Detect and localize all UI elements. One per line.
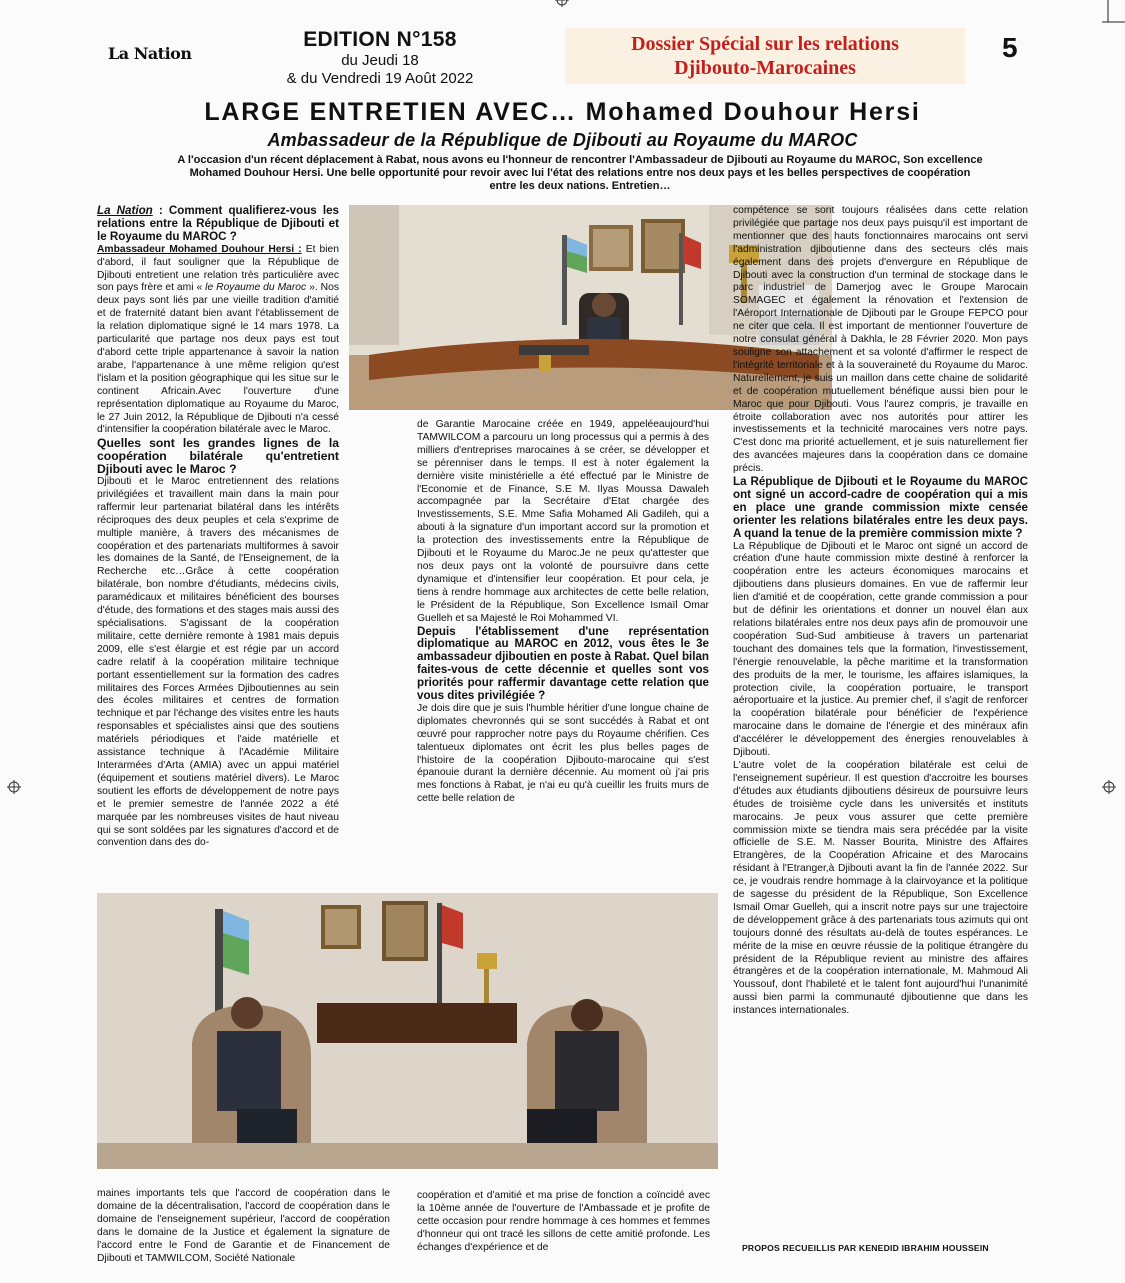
interviewer-label: La Nation xyxy=(97,204,153,217)
page-number: 5 xyxy=(1002,32,1018,63)
edition-block xyxy=(250,28,510,88)
question-1: : Comment qualifierez-vous les relations entre la République de Djibouti et le Royaume du MAROC ? xyxy=(97,204,339,243)
registration-mark-icon xyxy=(1102,780,1116,794)
column-3 xyxy=(733,205,1028,1018)
answer-1-part2: ». Nos deux pays sont liés par une vieille tradition d'amitié et de fraternité datant bien avant l'établissement de la relation diplomatique signé le 14 mars 1978. La particularité que partage nos deux pays est tout d'abord cette triple appartenance à savoir la nation arabe, l'appartenance à une même religion qu'est l'islam et la position géographique qui les situe sur le continent Africain.Avec l'ouverture d'une représentation diplomatique au Royaume du Maroc, le 27 Juin 2012, la République de Djibouti n'a cessé d'intensifier la coopération bilatérale avec le Maroc. xyxy=(97,282,339,436)
article-intro: A l'occasion d'un récent déplacement à Rabat, nous avons eu l'honneur de rencontrer l'Ambassadeur de Djibouti au Royaume du MAROC, Son excellence Mohamed Douhour Hersi. Une belle opportunité pour revoir avec lui l'état des relations entre nos deux pays et les belles perspectives de coopération entre les deux nations. Entretien… xyxy=(177,154,983,192)
article-subtitle: Ambassadeur de la République de Djibouti au Royaume du MAROC xyxy=(267,130,858,150)
column-2 xyxy=(417,419,709,806)
dossier-banner xyxy=(565,28,965,84)
question-2: Quelles sont les grandes lignes de la coopération bilatérale qu'entretient Djibouti avec le Maroc ? xyxy=(97,436,339,477)
answer-3: Je dois dire que je suis l'humble héritier d'une longue chaine de diplomates chevronnés qui se sont succédés à Rabat et ont œuvré pour rapprocher notre pays du Royaume chérifien. Ces talentueux diplomates ont écrit les plus belles pages de l'histoire de la coopération Djibouto-marocaine qui s'est épanouie durant la dernière décennie. Au moment où j'ai pris mes fonctions à Rabat, je n'ai eu qu'à cueillir les fruits murs de cette belle relation de xyxy=(417,702,709,805)
registration-mark-icon xyxy=(555,0,569,7)
newspaper-logo: La Nation xyxy=(108,44,192,63)
question-3: Depuis l'établissement d'une représentation diplomatique au MAROC en 2012, vous êtes le 3e ambassadeur djiboutien en poste à Rabat. Quel bilan faites-vous de cette décennie et quelles sont vos priorités pour raffermir davantage cette relation que vous dites privilégiée ? xyxy=(417,624,709,703)
author-attribution: PROPOS RECUEILLIS PAR KENEDID IBRAHIM HOUSSEIN xyxy=(742,1243,989,1253)
question-4: La République de Djibouti et le Royaume du MAROC ont signé un accord-cadre de coopération qui a mis en place une grande commission mixte censée orienter les relations bilatérales entre les deux pays. A quand la tenue de la première commission mixte ? xyxy=(733,475,1028,540)
meeting-illustration xyxy=(97,893,718,1169)
answer-1-italic: le Royaume du Maroc xyxy=(205,282,307,294)
dossier-line2: Djibouto-Marocaines xyxy=(674,57,856,79)
column-2-paragraph-1: de Garantie Marocaine créée en 1949, appeléeaujourd'hui TAMWILCOM a parcouru un long processus qui a permis à des milliers d'entreprises marocaines à se créer, se développer et se pérenniser dans le temps. Il est à noter également la dernière visite ministérielle a été effectué par le Ministre de l'Economie et de Finance, S.E M. Ilyas Moussa Dawaleh accompagnée par la Secrétaire d'Etat chargée des Investissements, S.E. Mme Safia Mohamed Ali Gadileh, qui a abouti à la signature d'un important accord sur la promotion et la protection des investissements entre la République de Djibouti et le Royaume du Maroc.Je ne peux qu'attester que nos deux pays ont la volonté de poursuivre dans cette dynamique et d'intensifier leur coopération. Et pour cela, je tiens à rendre hommage aux architectes de cette belle relation, le Président de la République, Son Excellence Ismaïl Omar Guelleh et sa Majesté le Roi Mohammed VI. xyxy=(417,419,709,624)
column-1-bottom: maines importants tels que l'accord de coopération dans le domaine de la décentralisation, l'accord de coopération dans le domaine de l'enseignement supérieur, l'accord de coopération dans le domaine de la Justice et également la signature de l'accord entre le Fond de Garantie et de Financement de Djibouti et TAMWILCOM, Société Nationale xyxy=(97,1188,390,1264)
edition-number: EDITION N°158 xyxy=(303,28,457,51)
column-3-paragraph-3: L'autre volet de la coopération bilatérale est celui de l'enseignement supérieur. Il est question d'accroitre les bourses d'études aux étudiants djiboutiens désireux de poursuivre leurs études de troisième cycle dans les universités et instituts marocains. Je peux vous assurer que cette première commission mixte se tiendra mais sera précédée par la visite officielle de S.E. M. Nasser Bourita, Ministre des Affaires Etrangères, de la Coopération Africaine et des Marocains résidant à l'Etranger,à Djibouti avant la fin de l'année 2022. Sur ce, je voudrais rendre hommage à la clairvoyance et la politique de sagesse du président de la République, Son Excellence Ismail Omar Guelleh, qui a inscrit notre pays sur une trajectoire de développement grâce à des partenariats tous azimuts qui ont toujours donné des résultats au-delà de toutes espérances. Le mérite de la mise en œuvre réussie de la politique étrangère du président de la République revient au ministre des affaires étrangères et de la coopération internationale, M. Mahmoud Ali Youssouf, dont l'habileté et le talent font aujourd'hui l'unanimité aussi bien parmi la communauté djiboutienne que dans les instances internationales. xyxy=(733,759,1028,1017)
answer-2: Djibouti et le Maroc entretiennent des relations privilégiées et travaillent main dans la main pour raffermir leur partenariat bilatéral dans les intérêts réciproques des deux peuples et cela s'exprime de multiple manière, à travers des mécanismes de coopération et des partenariats multiformes à savoir les domaines de la Santé, de l'Enseignement, de la Recherche etc…Grâce à cette coopération bilatérale, bon nombre d'étudiants, médecins civils, paramédicaux et militaires bénéficient des bourses d'étude, des formations et des stages mais aussi des spécialisations. S'agissant de la coopération militaire, cette dernière remonte à 1981 mais depuis 2009, elle s'est élargie et est régie par un accord cadre relatif à la coopération militaire technique portant essentiellement sur la formation des cadres militaires des Forces Armées Djiboutiennes au sein des écoles militaires et centres de formation technique et par l'échange des visites entre les hauts responsables et spécialistes ainsi que des soutiens matériels périodiques et l'aide matérielle et assistance technique à l'Académie Militaire Interarmées d'Arta (AMIA) avec un appui matériel (équipement et soutiens matériel divers). Le Maroc soutient les efforts de développement de notre pays et le premier semestre de l'année 2022 a été marquée par les nombreuses visites de haut niveau qui se sont soldées par les signatures d'accord et de convention dans des do- xyxy=(97,476,339,849)
column-1 xyxy=(97,205,339,850)
answer-4: La République de Djibouti et le Maroc ont signé un accord de création d'une haute commission mixte destiné à renforcer la coopération entre les acteurs économiques marocains et djiboutiens dans plusieurs domaines. En vue de raffermir leur lien d'amitié et de coopération, cette grande commission a pour but de définir les orientations et donner un nouvel élan aux relations bilatérales entre nos deux pays afin de promouvoir une coopération Sud-Sud ambitieuse à travers un partenariat touchant des domaines tels que la formation, l'investissement, l'énergie renouvelable, la pêche maritime et la transformation des produits de la mer, le tourisme, les affaires islamiques, la protection civile, la coopération portuaire, le transport aéroportuaire et la justice. Au premier chef, il s'agit de renforcer la coopération bilatérale pour bénéficier de l'expérience marocaine dans le domaine de l'énergie et des minéraux afin d'accélérer le développement des énergies renouvelables à Djibouti. xyxy=(733,540,1028,759)
edition-date-line1: du Jeudi 18 xyxy=(341,52,419,69)
article-title: LARGE ENTRETIEN AVEC… Mohamed Douhour Hersi xyxy=(204,98,921,126)
registration-mark-icon xyxy=(7,780,21,794)
meeting-photo xyxy=(97,893,718,1169)
edition-date-line2: & du Vendredi 19 Août 2022 xyxy=(286,70,474,87)
dossier-line1: Dossier Spécial sur les relations xyxy=(631,33,899,55)
column-3-paragraph-1: compétence se sont toujours réalisées dans cette relation privilégiée que partage nos deux pays puisqu'il est important de mentionner que des hauts fonctionnaires marocains ont servi l'administration djiboutienne dans des secteurs clés mais également dans des projets d'envergure en République de Djibouti avec la construction d'un terminal de stockage dans le parc industriel de Damerjog avec le Groupe Marocain SOMAGEC et également la rénovation et l'extension de l'Aéroport Internationale de Djibouti par le Groupe FEPCO pour ne citer que cela. Il est important de mentionner l'ouverture de notre consulat général à Dakhla, le 28 Février 2020. Mon pays souligne son attachement et sa volonté d'affirmer le respect de l'intégrité territoriale et à la souveraineté du Royaume du Maroc. Naturellement, je suis un maillon dans cette chaine de solidarité et de coopération mutuellement bénéfique aussi bien pour le Maroc que pour Djibouti. Vous l'aurez compris, je travaille en étroite collaboration avec nos autorités pour attirer les investissements et la technicité marocaines vers notre pays. C'est donc ma priorité actuellement, et je suis naturellement fier des avancées majeures dans la coopération dans ce domaine précis. xyxy=(733,205,1028,475)
corner-crop-mark-icon xyxy=(1102,0,1125,25)
ambassador-label: Ambassadeur Mohamed Douhour Hersi : xyxy=(97,243,302,255)
column-2-bottom: coopération et d'amitié et ma prise de fonction a coïncidé avec la 10ème année de l'ouverture de l'Ambassade et je profite de cette occasion pour rendre hommage à ces hommes et femmes d'honneur qui ont tracé les sillons de cette amitié profonde. Les échanges d'expérience et de xyxy=(417,1190,710,1253)
answer-1-part1: Et bien d'abord, il faut souligner que la République de Djibouti entretient une relation très particulière avec son pays frère et ami « xyxy=(97,243,339,294)
